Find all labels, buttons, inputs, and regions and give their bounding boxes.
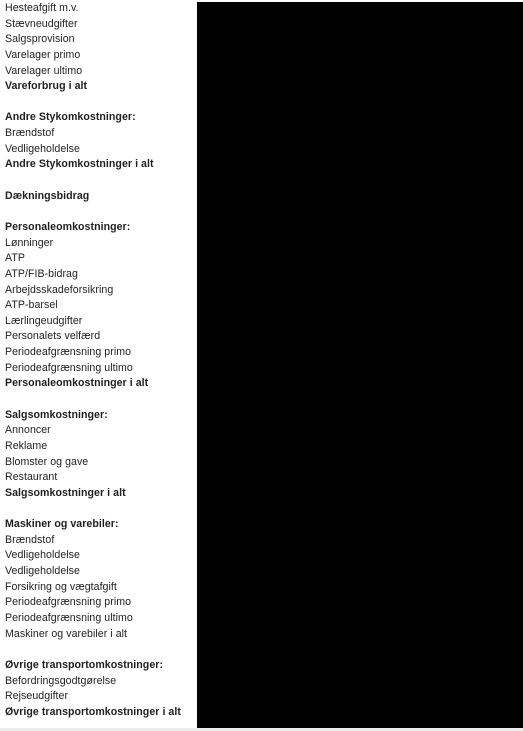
blank-line — [5, 173, 197, 189]
section-heading-line: Maskiner og varebiler: — [5, 518, 119, 531]
account-line: Periodeafgrænsning primo — [5, 596, 132, 609]
section-heading-line: Øvrige transportomkostninger: — [5, 658, 164, 671]
redacted-values-block — [197, 2, 523, 728]
account-line: Rejseudgifter — [5, 690, 69, 703]
account-line: Stævneudgifter — [5, 17, 78, 30]
account-line: ATP — [5, 252, 25, 265]
account-line: Lønninger — [5, 236, 54, 249]
blank-line — [5, 95, 197, 111]
account-line: Vedligeholdelse — [5, 549, 80, 562]
account-line: Hesteafgift m.v. — [5, 2, 79, 14]
section-heading-line: Vareforbrug i alt — [5, 80, 88, 93]
account-line: ATP/FIB-bidrag — [5, 267, 78, 280]
account-line: Restaurant — [5, 471, 58, 484]
account-label-column — [5, 1, 197, 720]
section-heading-line: Andre Stykomkostninger: — [5, 111, 136, 124]
account-line: ATP-barsel — [5, 299, 58, 312]
account-line: Forsikring og vægtafgift — [5, 580, 117, 593]
blank-line — [5, 642, 197, 658]
account-line: Lærlingeudgifter — [5, 314, 83, 327]
section-heading-line: Øvrige transportomkostninger i alt — [5, 705, 181, 718]
account-line: Brændstof — [5, 127, 55, 140]
section-heading-line: Dækningsbidrag — [5, 189, 90, 202]
account-line: Periodeafgrænsning ultimo — [5, 361, 133, 374]
section-heading-line: Personaleomkostninger i alt — [5, 377, 149, 390]
account-line: Varelager ultimo — [5, 64, 83, 77]
account-line: Varelager primo — [5, 48, 81, 61]
section-heading-line: Personaleomkostninger: — [5, 220, 131, 233]
section-heading-line: Salgsomkostninger: — [5, 408, 108, 421]
blank-line — [5, 502, 197, 518]
account-line: Maskiner og varebiler i alt — [5, 627, 128, 640]
account-line: Annoncer — [5, 424, 51, 437]
account-line: Salgsprovision — [5, 33, 75, 46]
blank-line — [5, 392, 197, 408]
account-line: Vedligeholdelse — [5, 142, 80, 155]
blank-line — [5, 204, 197, 220]
account-line: Befordringsgodtgørelse — [5, 674, 117, 687]
account-line: Arbejdsskadeforsikring — [5, 283, 114, 296]
account-line: Vedligeholdelse — [5, 565, 80, 578]
account-line: Blomster og gave — [5, 455, 89, 468]
account-line: Periodeafgrænsning primo — [5, 346, 132, 359]
account-line: Periodeafgrænsning ultimo — [5, 611, 133, 624]
section-heading-line: Andre Stykomkostninger i alt — [5, 158, 154, 171]
account-line: Personalets velfærd — [5, 330, 101, 343]
section-heading-line: Salgsomkostninger i alt — [5, 486, 126, 499]
account-line: Reklame — [5, 439, 48, 452]
account-line: Brændstof — [5, 533, 55, 546]
